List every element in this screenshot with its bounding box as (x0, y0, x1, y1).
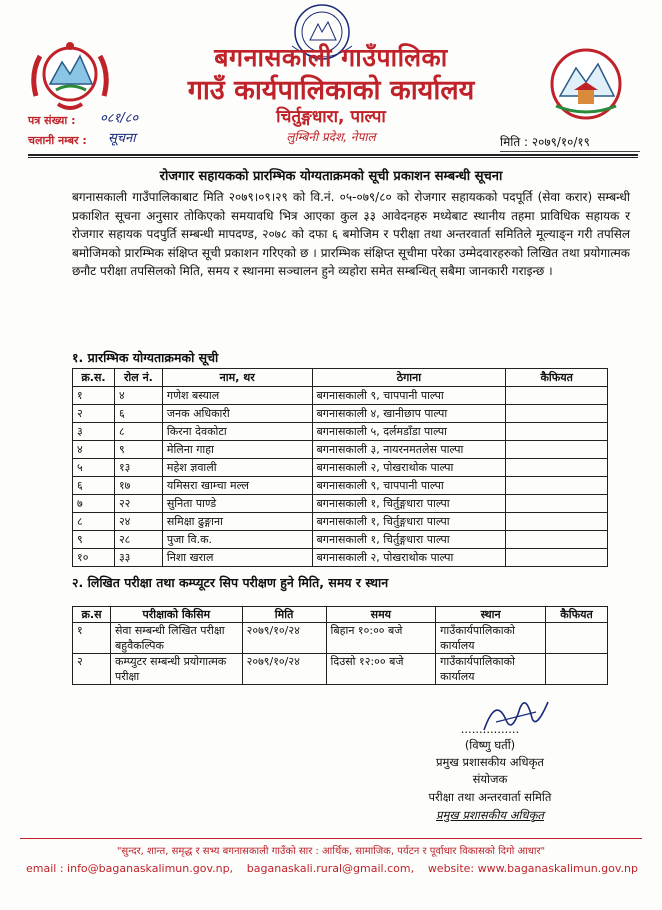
table-cell: पुजा वि.क. (162, 531, 312, 549)
table-cell (506, 423, 608, 441)
table-cell (546, 623, 608, 654)
table-cell: २०७९/१०/२४ (242, 654, 326, 685)
table-cell: २४ (114, 513, 162, 531)
table-cell: २८ (114, 531, 162, 549)
table-cell: बगनासकाली १, चिर्तुङ्गधारा पाल्पा (312, 495, 506, 513)
table-row (73, 387, 608, 405)
column-header: कैफियत (546, 607, 608, 623)
column-header: ठेगाना (312, 369, 506, 387)
table-row (73, 513, 608, 531)
table-row (73, 459, 608, 477)
signatory-role: संयोजक (472, 772, 508, 786)
table-body (73, 387, 608, 567)
footer-divider (20, 838, 642, 839)
signatory-name: (विष्णु घर्ती) (464, 738, 516, 752)
column-header: नाम, थर (162, 369, 312, 387)
table-cell (506, 549, 608, 567)
table-cell (506, 477, 608, 495)
table-cell: गाउँकार्यपालिकाको कार्यालय (436, 654, 546, 685)
table-cell: दिउसो १२:०० बजे (326, 654, 436, 685)
table-row (73, 549, 608, 567)
table-cell (506, 405, 608, 423)
column-header: स्थान (436, 607, 546, 623)
table-cell: ९ (73, 531, 115, 549)
column-header: समय (326, 607, 436, 623)
table-cell: बिहान १०:०० बजे (326, 623, 436, 654)
dispatch-number-label: चलानी नम्बर : (28, 134, 87, 147)
office-name: गाउँ कार्यपालिकाको कार्यालय (187, 75, 475, 106)
table-cell: जनक अधिकारी (162, 405, 312, 423)
table-row (73, 654, 608, 685)
signature-dots: ................ (460, 722, 520, 736)
table-cell: बगनासकाली १, चिर्तुङ्गधारा पाल्पा (312, 513, 506, 531)
committee-name: परीक्षा तथा अन्तरवार्ता समिति (428, 790, 552, 804)
column-header: कैफियत (506, 369, 608, 387)
header-divider-thin (28, 157, 638, 158)
table-cell: २२ (114, 495, 162, 513)
table-row (73, 405, 608, 423)
section-2-heading: २. लिखित परीक्षा तथा कम्प्यूटर सिप परीक्षण हुने मिति, समय र स्थान (72, 575, 389, 590)
table-cell: बगनासकाली २, पोखराथोक पाल्पा (312, 549, 506, 567)
shortlist-table (72, 368, 608, 567)
table-cell: यमिसरा खाम्चा मल्ल (162, 477, 312, 495)
table-cell: २ (73, 405, 115, 423)
official-stamp-text: प्रमुख प्रशासकीय अधिकृत (436, 808, 544, 822)
table-row (73, 477, 608, 495)
website-link[interactable]: website: www.baganaskalimun.gov.np (427, 862, 638, 875)
table-cell: बगनासकाली ९, चापपानी पाल्पा (312, 387, 506, 405)
table-cell (506, 459, 608, 477)
office-address: चिर्तुङ्गधारा, पाल्पा (276, 107, 386, 127)
table-row (73, 441, 608, 459)
table-body (73, 623, 608, 685)
table-cell: बगनासकाली ४, खानीछाप पाल्पा (312, 405, 506, 423)
table-cell: मेलिना गाहा (162, 441, 312, 459)
table-cell (546, 654, 608, 685)
table-cell: ८ (73, 513, 115, 531)
table-cell: किरना देवकोटा (162, 423, 312, 441)
footer-contact (26, 862, 638, 875)
column-header: मिति (242, 607, 326, 623)
table-header-row (73, 607, 608, 623)
table-cell: गाउँकार्यपालिकाको कार्यालय (436, 623, 546, 654)
table-cell: ३ (73, 423, 115, 441)
table-cell: ६ (114, 405, 162, 423)
table-cell: महेश ज्ञवाली (162, 459, 312, 477)
table-cell (506, 531, 608, 549)
table-cell: ८ (114, 423, 162, 441)
signatory-title: प्रमुख प्रशासकीय अधिकृत (436, 755, 544, 769)
table-cell: ५ (73, 459, 115, 477)
exam-schedule-table (72, 606, 608, 685)
table-cell: १७ (114, 477, 162, 495)
date-underline (500, 151, 640, 152)
table-cell: २०७९/१०/२४ (242, 623, 326, 654)
table-cell: १ (73, 623, 111, 654)
province-name: लुम्बिनी प्रदेश, नेपाल (286, 130, 376, 144)
column-header: रोल नं. (114, 369, 162, 387)
column-header: क्र.स (73, 607, 111, 623)
table-header-row (73, 369, 608, 387)
header-divider (28, 154, 638, 156)
notice-subject: रोजगार सहायकको प्रारम्भिक योग्यताक्रमको सूची प्रकाशन सम्बन्धी सूचना (159, 169, 503, 184)
table-cell: ४ (73, 441, 115, 459)
table-cell: सुनिता पाण्डे (162, 495, 312, 513)
table-row (73, 495, 608, 513)
email-link[interactable]: email : info@baganaskalimun.gov.np, (26, 862, 234, 875)
table-cell: १३ (114, 459, 162, 477)
notice-body: बगनासकाली गाउँपालिकाबाट मिति २०७९।०९।२९ को वि.नं. ०५-०७९/८० को रोजगार सहायकको पदपूर्ति (सेवा करार) सम्बन्धी प्रकाशित सूचना अनुसार तोकिएको समयावधि भित्र आएका कुल ३३ आवेदनहरु मध्येबाट स्थानीय तहमा प्राविधिक सहायक र रोजगार सहायक पदपुर्ति सम्बन्धी मापदण्ड, २०७८ को दफा ६ बमोजिम र परीक्षा तथा अन्तरवार्ता समितिले मूल्याङ्न गरी तपसिल बमोजिमको प्रारम्भिक संक्षिप्त सूची प्रकाशन गरिएको छ । प्रारम्भिक संक्षिप्त सूचीमा परेका उम्मेदवारहरुको लिखित तथा प्रयोगात्मक छनौट परीक्षा तपसिलको मिति, समय र स्थानमा सञ्चालन हुने व्यहोरा समेत सम्बन्धित् सबैमा जानकारी गराइन्छ । (72, 190, 630, 278)
table-cell (506, 495, 608, 513)
ref-number-value: ०८१/८० (100, 111, 139, 126)
column-header: परीक्षाको किसिम (110, 607, 242, 623)
table-cell: निशा खराल (162, 549, 312, 567)
table-cell: बगनासकाली १, चिर्तुङ्गधारा पाल्पा (312, 531, 506, 549)
table-cell (506, 441, 608, 459)
table-cell: १० (73, 549, 115, 567)
gmail-link[interactable]: baganaskali.rural@gmail.com, (246, 862, 415, 875)
table-cell: २ (73, 654, 111, 685)
table-row (73, 531, 608, 549)
table-cell: ९ (114, 441, 162, 459)
column-header: क्र.स. (73, 369, 115, 387)
table-cell: ३३ (114, 549, 162, 567)
table-row (73, 623, 608, 654)
table-cell: कम्प्युटर सम्बन्धी प्रयोगात्मक परीक्षा (110, 654, 242, 685)
dispatch-number-value: सूचना (108, 131, 136, 146)
footer-slogan: "सुन्दर, शान्त, समृद्ध र सभ्य बगनासकाली गाउँको सार : आर्थिक, सामाजिक, पर्यटन र पूर्वाधार विकासको दिगो आधार" (116, 846, 546, 857)
municipality-name: बगनासकाली गाउँपालिका (214, 43, 448, 72)
table-cell: बगनासकाली २, पोखराथोक पाल्पा (312, 459, 506, 477)
table-cell: ४ (114, 387, 162, 405)
table-cell: गणेश बस्याल (162, 387, 312, 405)
table-row (73, 423, 608, 441)
letter-date: मिति : २०७९/१०/१९ (500, 135, 590, 149)
table-cell: ७ (73, 495, 115, 513)
table-cell: १ (73, 387, 115, 405)
section-1-heading: १. प्रारम्भिक योग्यताक्रमको सूची (72, 350, 219, 365)
table-cell: बगनासकाली ५, दर्लमडाँडा पाल्पा (312, 423, 506, 441)
table-cell: बगनासकाली ९, चापपानी पाल्पा (312, 477, 506, 495)
table-cell: समिक्षा ढुङ्गाना (162, 513, 312, 531)
table-cell (506, 387, 608, 405)
table-cell: ६ (73, 477, 115, 495)
table-cell: बगनासकाली ३, नायरनमतलेस पाल्पा (312, 441, 506, 459)
table-cell: सेवा सम्बन्धी लिखित परीक्षा बहुवैकल्पिक (110, 623, 242, 654)
table-cell (506, 513, 608, 531)
ref-number-label: पत्र संख्या : (28, 114, 76, 127)
